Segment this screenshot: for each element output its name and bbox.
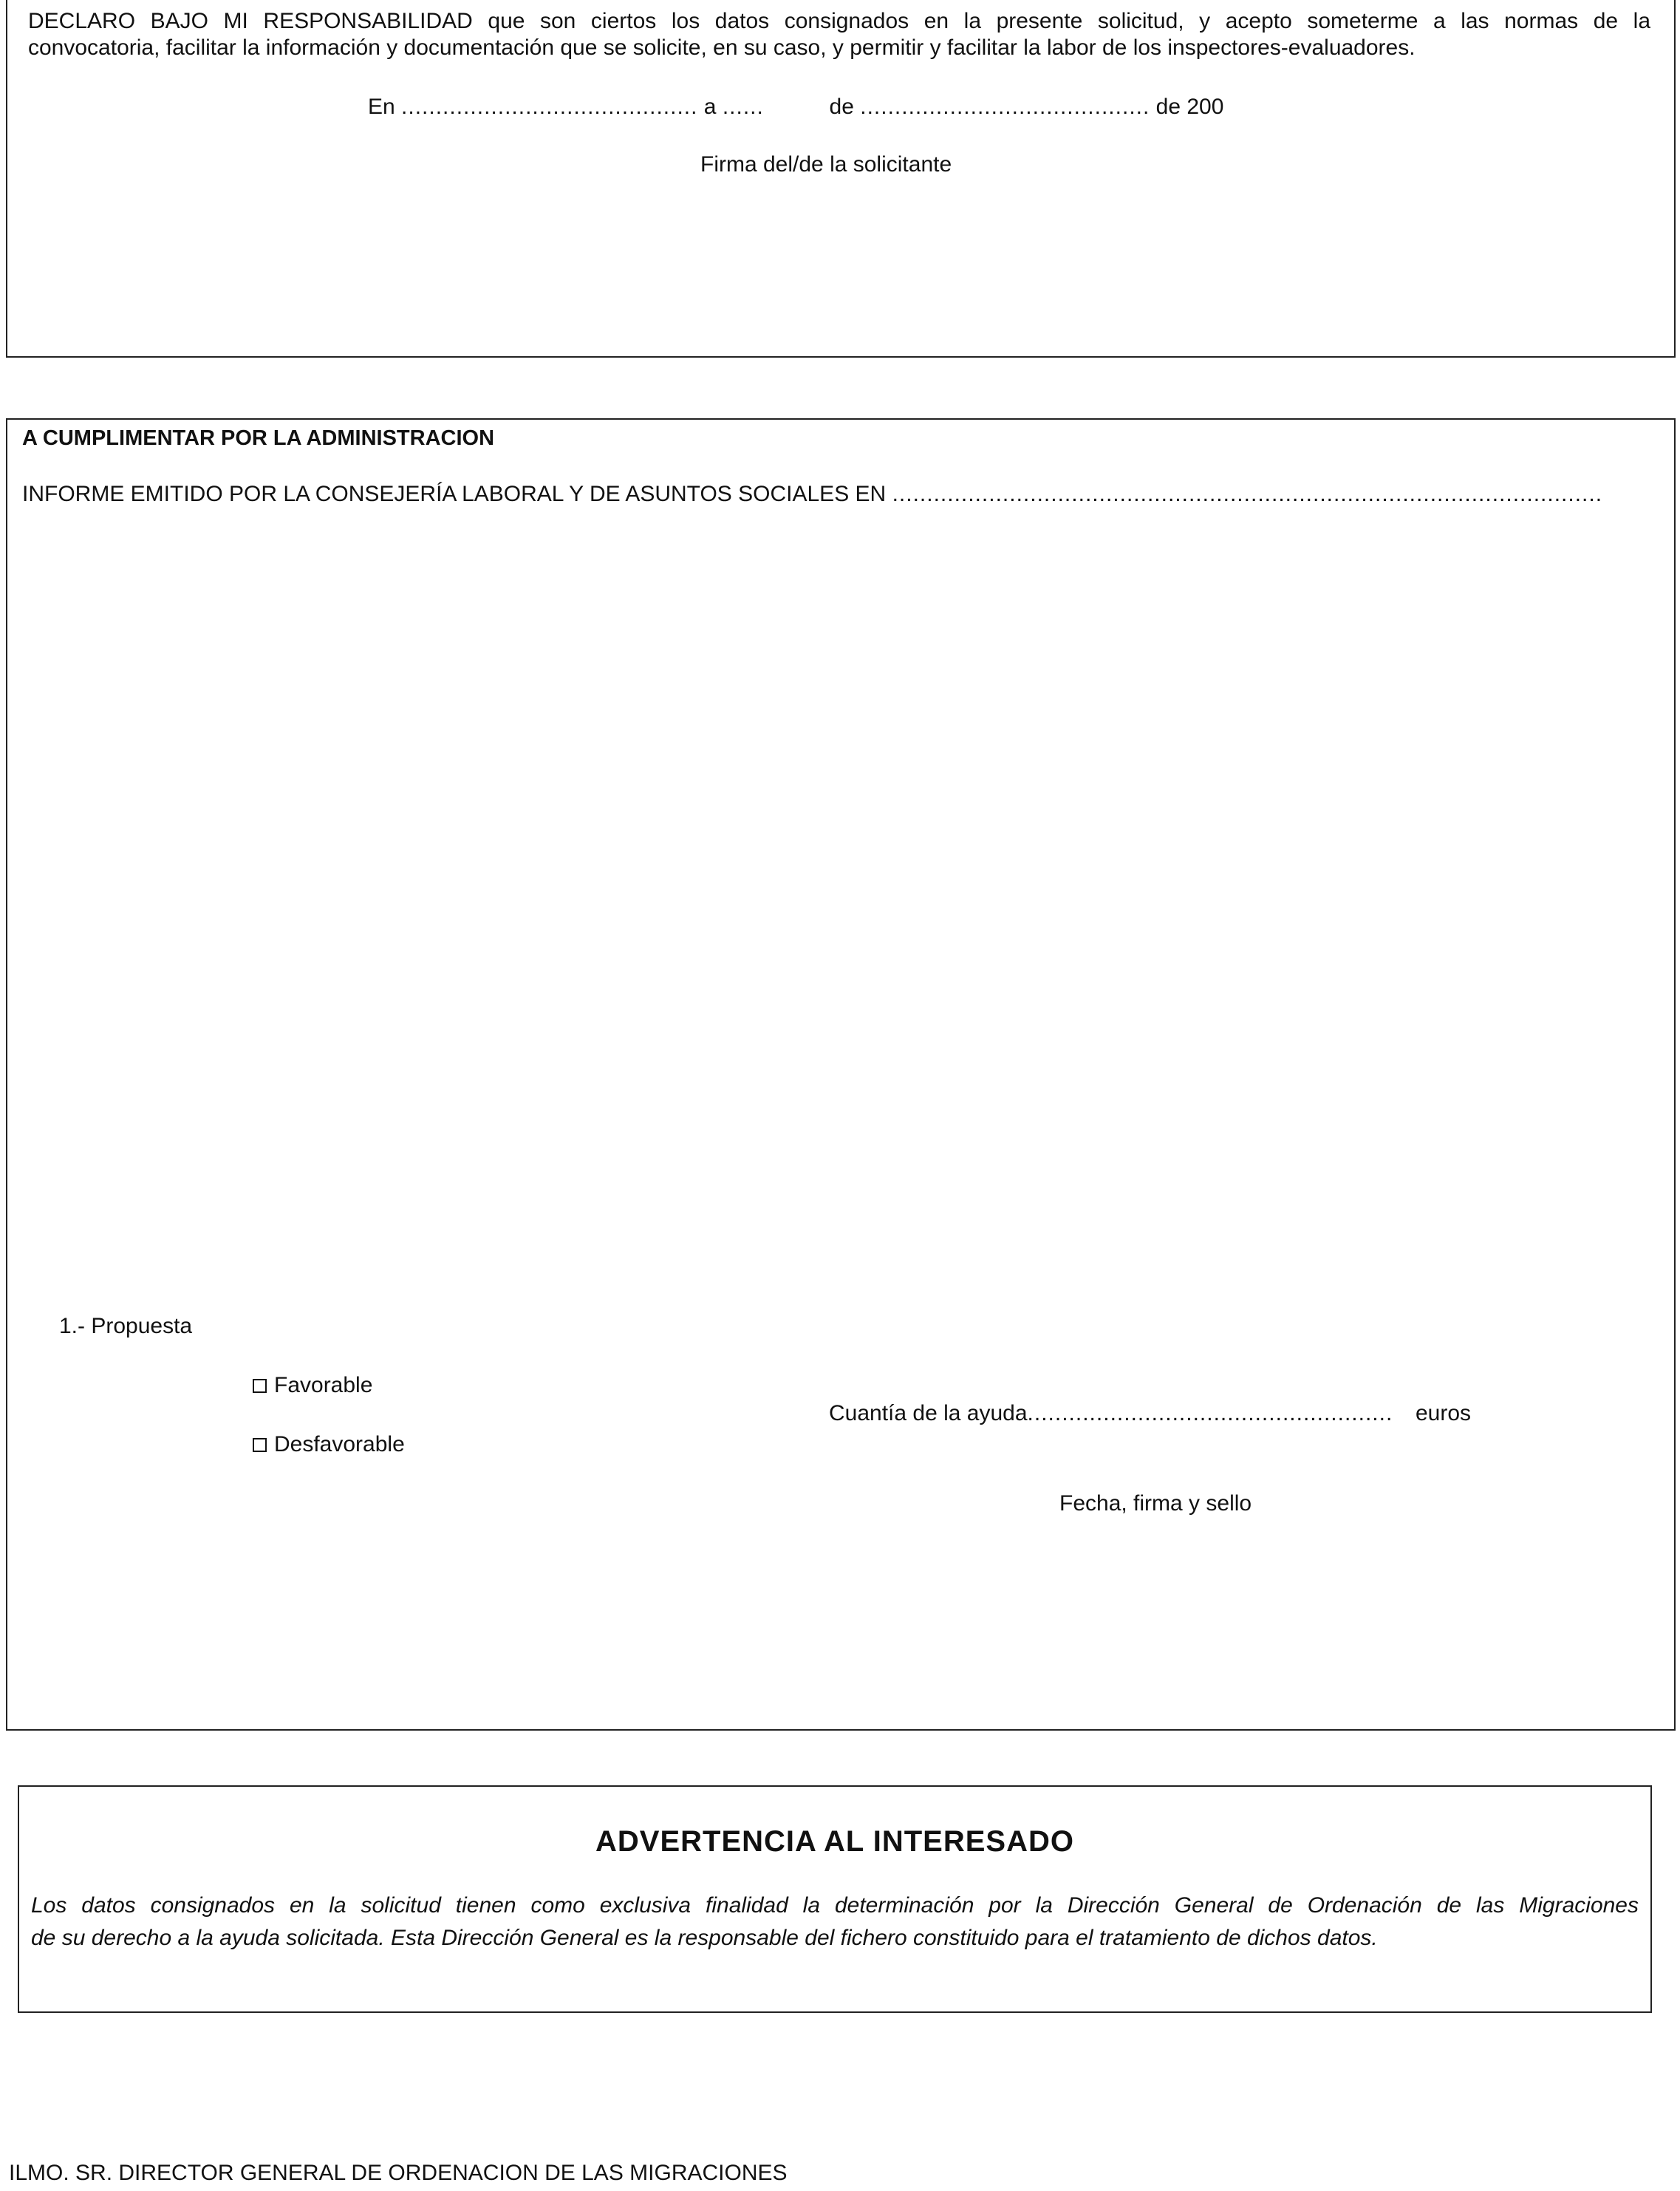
place-field[interactable]: ........................................... [401,95,698,119]
month-field[interactable]: .......................................... [860,95,1150,119]
warning-text-line2: de su derecho a la ayuda solicitada. Esta Dirección General es la responsable del fichero constituido para el tratamiento de dichos datos. [31,1926,1378,1950]
official-signature-label: Fecha, firma y sello [1059,1491,1252,1516]
warning-title: ADVERTENCIA AL INTERESADO [595,1825,1074,1858]
declaration-text-line1: DECLARO BAJO MI RESPONSABILIDAD que son ciertos los datos consignados en la presente solicitud, y acepto someterme a las normas de la [28,9,1650,33]
amount-label: Cuantía de la ayuda [829,1401,1028,1425]
favorable-label: Favorable [274,1373,373,1397]
day-label: a [703,95,717,119]
place-label: En [368,95,395,119]
option-favorable[interactable] [253,1369,372,1403]
addressee: ILMO. SR. DIRECTOR GENERAL DE ORDENACION DE LAS MIGRACIONES [9,2161,788,2185]
option-unfavorable[interactable] [253,1428,405,1462]
report-field[interactable]: ....................................................................................................... [892,482,1603,506]
unfavorable-checkbox[interactable] [253,1438,267,1452]
applicant-signature-label: Firma del/de la solicitante [700,152,952,177]
amount-line [829,1397,1471,1431]
amount-field[interactable]: ..................................................... [1027,1401,1393,1425]
report-label: INFORME EMITIDO POR LA CONSEJERÍA LABORAL Y DE ASUNTOS SOCIALES EN [22,482,887,506]
warning-text-line1: Los datos consignados en la solicitud tienen como exclusiva finalidad la determinación por la Dirección General de Ordenación de las Migraciones [31,1893,1639,1918]
declaration-box [6,0,1676,358]
declaration-text-line2: convocatoria, facilitar la información y documentación que se solicite, en su caso, y permitir y facilitar la labor de los inspectores-evaluadores. [28,35,1416,60]
day-field[interactable]: ...... [722,95,764,119]
amount-unit: euros [1416,1401,1472,1425]
report-line [22,477,1602,511]
proposal-label: 1.- Propuesta [59,1314,193,1338]
favorable-checkbox[interactable] [253,1379,267,1393]
administration-heading: A CUMPLIMENTAR POR LA ADMINISTRACION [22,426,495,450]
year-label: de 200 [1155,95,1224,119]
month-label: de [829,95,854,119]
unfavorable-label: Desfavorable [274,1432,405,1456]
date-line [368,90,1223,124]
administration-box [6,418,1676,1731]
warning-box [18,1785,1652,2013]
